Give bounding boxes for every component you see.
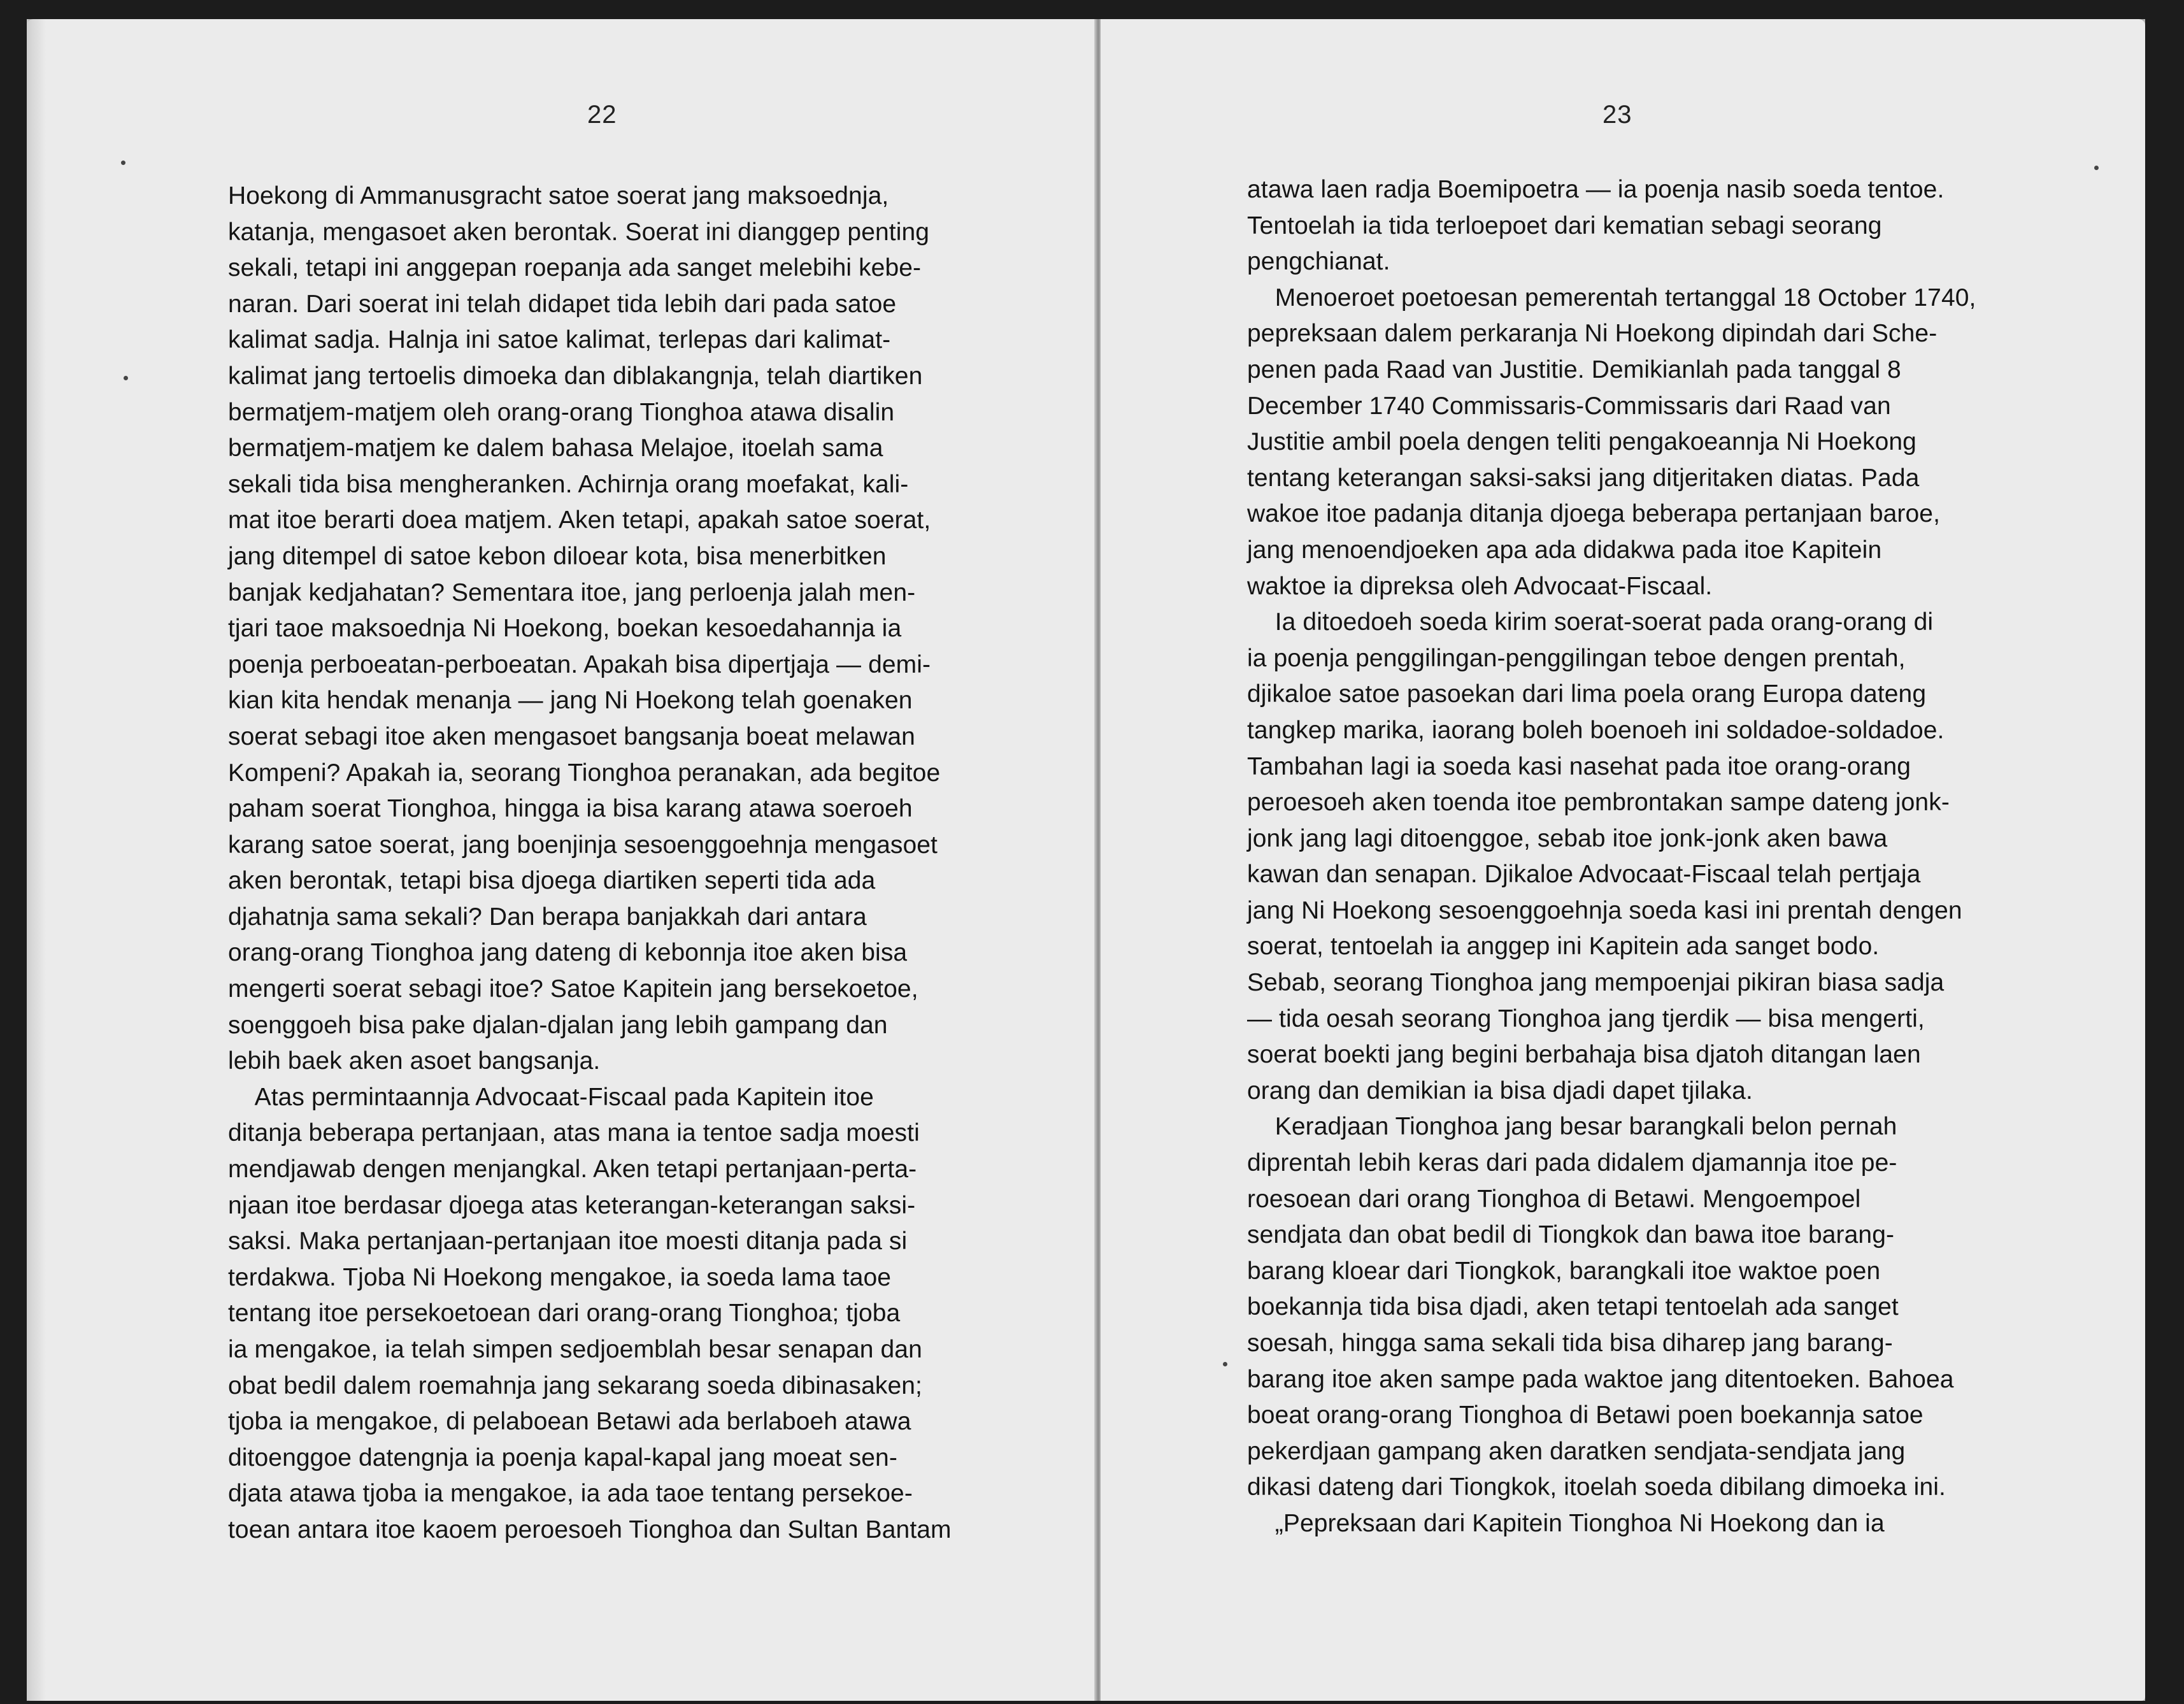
- speck-mark: [2094, 166, 2099, 170]
- page-edge-shadow: [27, 19, 46, 1701]
- page-number: 22: [587, 101, 617, 129]
- page-number: 23: [1602, 101, 1632, 129]
- speck-mark: [124, 376, 128, 380]
- speck-mark: [1223, 1362, 1227, 1366]
- page-body-text: Hoekong di Ammanusgracht satoe soerat jang maksoednja, katanja, mengasoet aken berontak. Soerat ini dianggep penting sekali, tetapi ini anggepan roepanja ada sanget melebihi kebe- naran. Dari soerat ini telah didapet tida lebih dari pada satoe kalimat sadja. Halnja ini satoe kalimat, terlepas dari kalimat- kalimat jang tertoelis dimoeka dan diblakangnja, telah diartiken bermatjem-matjem oleh orang-orang Tionghoa atawa disalin bermatjem-matjem ke dalem bahasa Melajoe, itoelah sama sekali tida bisa mengheranken. Achirnja orang moefakat, kali- mat itoe berarti doea matjem. Aken tetapi, apakah satoe soerat, jang ditempel di satoe kebon diloear kota, bisa menerbitken banjak kedjahatan? Sementara itoe, jang perloenja jalah men- tjari taoe maksoednja Ni Hoekong, boekan kesoedahannja ia poenja perboeatan-perboeatan. Apakah bisa dipertjaja — demi- kian kita hendak menanja — jang Ni Hoekong telah goenaken soerat sebagi itoe aken mengasoet bangsanja boeat melawan Kompeni? Apakah ia, seorang Tionghoa peranakan, ada begitoe paham soerat Tionghoa, hingga ia bisa karang atawa soeroeh karang satoe soerat, jang boenjinja sesoenggoehnja mengasoet aken berontak, tetapi bisa djoega diartiken seperti tida ada djahatnja sama sekali? Dan berapa banjakkah dari antara orang-orang Tionghoa jang dateng di kebonnja itoe aken bisa mengerti soerat sebagi itoe? Satoe Kapitein jang bersekoetoe, soenggoeh bisa pake djalan-djalan jang lebih gampang dan lebih baek aken asoet bangsanja. Atas permintaannja Advocaat-Fiscaal pada Kapitein itoe ditanja beberapa pertanjaan, atas mana ia tentoe sadja moesti mendjawab dengen menjangkal. Aken tetapi pertanjaan-perta- njaan itoe berdasar djoega atas keterangan-keterangan saksi- saksi. Maka pertanjaan-pertanjaan itoe moesti ditanja pada si terdakwa. Tjoba Ni Hoekong mengakoe, ia soeda lama taoe tentang itoe persekoetoean dari orang-orang Tionghoa; tjoba ia mengakoe, ia telah simpen sedjoemblah besar senapan dan obat bedil dalem roemahnja jang sekarang soeda dibinasaken; tjoba ia mengakoe, di pelaboean Betawi ada berlaboeh atawa ditoenggoe datengnja ia poenja kapal-kapal jang moeat sen- djata atawa tjoba ia mengakoe, ia ada taoe tentang persekoe- toean antara itoe kaoem peroesoeh Tionghoa dan Sultan Bantam: [228, 182, 952, 1543]
- speck-mark: [121, 161, 125, 165]
- right-page: [1101, 19, 2145, 1701]
- left-page: [27, 19, 1097, 1701]
- page-body-text: atawa laen radja Boemipoetra — ia poenja nasib soeda tentoe. Tentoelah ia tida terloepoet dari kematian sebagi seorang pengchianat. Menoeroet poetoesan pemerentah tertanggal 18 October 1740, pepreksaan dalem perkaranja Ni Hoekong dipindah dari Sche- penen pada Raad van Justitie. Demikianlah pada tanggal 8 December 1740 Commissaris-Commissaris dari Raad van Justitie ambil poela dengen teliti pengakoeannja Ni Hoekong tentang keterangan saksi-saksi jang ditjeritaken diatas. Pada wakoe itoe padanja ditanja djoega beberapa pertanjaan baroe, jang menoendjoeken apa ada didakwa pada itoe Kapitein waktoe ia dipreksa oleh Advocaat-Fiscaal. Ia ditoedoeh soeda kirim soerat-soerat pada orang-orang di ia poenja penggilingan-penggilingan teboe dengen prentah, djikaloe satoe pasoekan dari lima poela orang Europa dateng tangkep marika, iaorang boleh boenoeh ini soldadoe-soldadoe. Tambahan lagi ia soeda kasi nasehat pada itoe orang-orang peroesoeh aken toenda itoe pembrontakan sampe dateng jonk- jonk jang lagi ditoenggoe, sebab itoe jonk-jonk aken bawa kawan dan senapan. Djikaloe Advocaat-Fiscaal telah pertjaja jang Ni Hoekong sesoenggoehnja soeda kasi ini prentah dengen soerat, tentoelah ia anggep ini Kapitein ada sanget bodo. Sebab, seorang Tionghoa jang mempoenjai pikiran biasa sadja — tida oesah seorang Tionghoa jang tjerdik — bisa mengerti, soerat boekti jang begini berbahaja bisa djatoh ditangan laen orang dan demikian ia bisa djadi dapet tjilaka. Keradjaan Tionghoa jang besar barangkali belon pernah diprentah lebih keras dari pada didalem djamannja itoe pe- roesoean dari orang Tionghoa di Betawi. Mengoempoel sendjata dan obat bedil di Tiongkok dan bawa itoe barang- barang kloear dari Tiongkok, barangkali itoe waktoe poen boekannja tida bisa djadi, aken tetapi tentoelah ada sanget soesah, hingga sama sekali tida bisa diharep jang barang- barang itoe aken sampe pada waktoe jang ditentoeken. Bahoea boeat orang-orang Tionghoa di Betawi poen boekannja satoe pekerdjaan gampang aken daratken sendjata-sendjata jang dikasi dateng dari Tiongkok, itoelah soeda dibilang dimoeka ini. „Pepreksaan dari Kapitein Tionghoa Ni Hoekong dan ia: [1247, 176, 1976, 1537]
